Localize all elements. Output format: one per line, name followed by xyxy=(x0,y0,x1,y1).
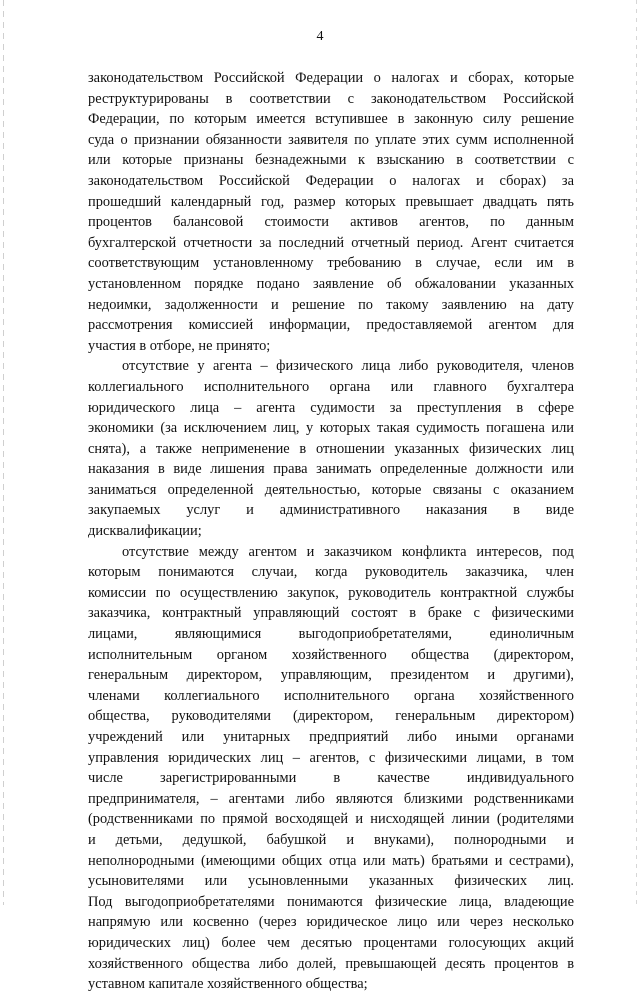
text-line: законодательством Российской Федерации о налогах и сборах, которые xyxy=(88,70,574,86)
text-line: Под выгодоприобретателями понимаются физические лица, владеющие xyxy=(88,893,574,910)
text-line: законодательством Российской Федерации о налогах и сборах) за xyxy=(88,172,574,189)
text-line: предпринимателя, – агентами либо являются близкими родственниками xyxy=(88,790,574,807)
text-line: неполнородными (имеющими общих отца или мать) братьями и сестрами), xyxy=(88,852,574,869)
text-line: юридических лиц) более чем десятью процентами голосующих акций xyxy=(88,934,574,951)
text-line: наказания в виде лишения права занимать определенные должности или xyxy=(88,461,574,478)
text-line: заниматься определенной деятельностью, которые связаны с оказанием xyxy=(88,481,574,498)
page-number: 4 xyxy=(316,29,324,44)
text-line: общества, руководителями (директором, генеральным директором) xyxy=(88,708,574,725)
text-line: юридического лица – агента судимости за преступления в сфере xyxy=(88,399,574,416)
text-line: рассмотрения комиссией информации, предоставляемой агентом для xyxy=(88,317,574,334)
text-line: членами коллегиального исполнительного органа хозяйственного xyxy=(88,687,574,704)
text-line: учреждений или унитарных предприятий либо иными органами xyxy=(88,729,574,745)
text-line: прошедший календарный год, размер которых превышает двадцать пять xyxy=(88,193,574,210)
text-line: участия в отборе, не принято; xyxy=(88,337,271,354)
text-line: Федерации, по которым имеется вступившее в законную силу решение xyxy=(88,111,574,128)
text-line: напрямую или косвенно (через юридическое лицо или через несколько xyxy=(88,914,574,931)
text-line: коллегиального исполнительного органа или главного бухгалтера xyxy=(88,378,574,395)
text-line: экономики (за исключением лиц, у которых такая судимость погашена или xyxy=(88,420,574,437)
text-line: генеральным директором, управляющим, президентом и другими), xyxy=(88,667,574,684)
text-line: числе зарегистрированными в качестве индивидуального xyxy=(88,770,574,787)
text-line: реструктурированы в соответствии с законодательством Российской xyxy=(88,90,574,107)
text-line: исполнительным органом хозяйственного общества (директором, xyxy=(88,646,574,663)
text-line: бухгалтерской отчетности за последний отчетный период. Агент считается xyxy=(88,234,574,251)
scan-edge-left xyxy=(3,0,4,905)
text-line: дисквалификации; xyxy=(88,523,202,540)
text-line: отсутствие между агентом и заказчиком конфликта интересов, под xyxy=(122,543,574,560)
text-line: процентов балансовой стоимости активов агентов, по данным xyxy=(88,214,574,231)
text-line: лицами, являющимися выгодоприобретателями, единоличным xyxy=(88,626,574,643)
text-line: снята), а также неприменение в отношении указанных физических лиц xyxy=(88,440,574,457)
text-line: которым понимаются случаи, когда руководитель заказчика, член xyxy=(88,564,574,581)
text-line: установленном порядке подано заявление об обжаловании указанных xyxy=(88,275,574,292)
scan-edge-right xyxy=(636,0,637,905)
text-line: и детьми, дедушкой, бабушкой и внуками), полнородными и xyxy=(88,831,574,848)
text-line: управления юридических лиц – агентов, с физическими лицами, в том xyxy=(88,749,574,766)
text-line: соответствующим установленному требованию в случае, если им в xyxy=(88,255,574,272)
text-line: отсутствие у агента – физического лица либо руководителя, членов xyxy=(122,358,574,375)
body-text xyxy=(88,68,574,995)
text-line: усыновителями или усыновленными указанных физических лиц. xyxy=(88,873,574,890)
text-line: хозяйственного общества либо долей, превышающей десять процентов в xyxy=(88,955,574,972)
text-line: заказчика, контрактный управляющий состоят в браке с физическими xyxy=(88,605,574,622)
text-line: (родственниками по прямой восходящей и нисходящей линии (родителями xyxy=(88,811,574,828)
text-line: комиссии по осуществлению закупок, руководитель контрактной службы xyxy=(88,584,574,601)
text-line: или которые признаны безнадежными к взысканию в соответствии с xyxy=(88,152,574,169)
text-line: уставном капитале хозяйственного общества; xyxy=(88,976,368,993)
text-line: закупаемых услуг и административного наказания в виде xyxy=(88,502,574,519)
text-line: суда о признании обязанности заявителя по уплате этих сумм исполненной xyxy=(88,131,574,148)
text-line: недоимки, задолженности и решение по такому заявлению на дату xyxy=(88,296,574,313)
